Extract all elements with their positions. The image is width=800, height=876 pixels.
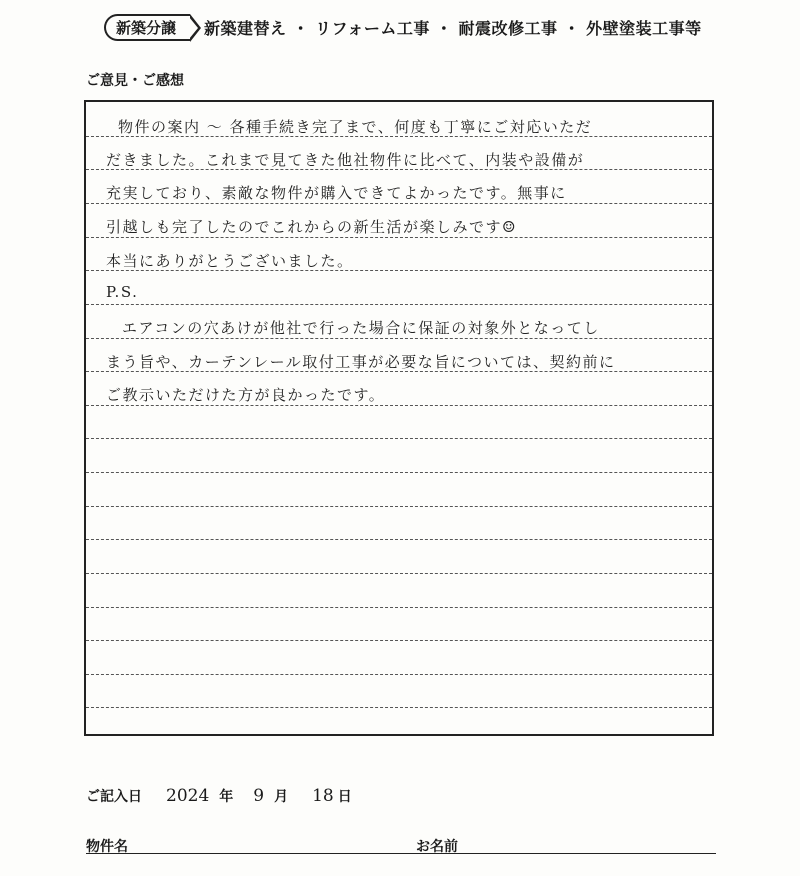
entry-year: 2024 — [166, 786, 210, 806]
ruled-line — [86, 237, 712, 238]
ruled-line — [86, 640, 712, 641]
entry-date-label: ご記入日 — [86, 789, 142, 805]
handwritten-line: ご教示いただけた方が良かったです。 — [106, 386, 386, 404]
entry-month: 9 — [253, 786, 265, 806]
category-badge: 新築分譲 — [104, 14, 190, 41]
ruled-line — [86, 472, 712, 473]
handwritten-line: 充実しており、素敵な物件が購入できてよかったです。無事に — [106, 184, 567, 202]
ruled-line — [86, 304, 712, 305]
ruled-line — [86, 607, 712, 608]
services-list: 新築建替え ・ リフォーム工事 ・ 耐震改修工事 ・ 外壁塗装工事等 — [204, 18, 702, 38]
ruled-line — [86, 438, 712, 439]
handwritten-line: 本当にありがとうございました。 — [106, 252, 354, 270]
handwritten-line: まう旨や、カーテンレール取付工事が必要な旨については、契約前に — [106, 353, 616, 371]
handwritten-line: エアコンの穴あけが他社で行った場合に保証の対象外となってし — [122, 319, 600, 337]
month-unit: 月 — [274, 789, 289, 805]
ruled-line — [86, 539, 712, 540]
property-name-label: 物件名 — [86, 839, 128, 855]
handwritten-line: 物件の案内 ～ 各種手続き完了まで、何度も丁寧にご対応いただ — [118, 118, 593, 136]
entry-day: 18 — [312, 786, 334, 806]
handwritten-line: 引越しも完了したのでこれからの新生活が楽しみです☺ — [106, 218, 517, 236]
ruled-line — [86, 506, 712, 507]
ruled-line — [86, 338, 712, 339]
entry-date-row — [86, 786, 352, 806]
ruled-line — [86, 674, 712, 675]
feedback-label: ご意見・ご感想 — [86, 73, 184, 89]
ruled-line — [86, 573, 712, 574]
year-unit: 年 — [219, 789, 234, 805]
day-unit: 日 — [337, 789, 352, 805]
ruled-line — [86, 203, 712, 204]
customer-name-label: お名前 — [416, 839, 458, 855]
handwritten-line: だきました。これまで見てきた他社物件に比べて、内装や設備が — [106, 151, 585, 169]
feedback-box — [84, 100, 714, 736]
header — [104, 12, 702, 42]
handwritten-line: P.S. — [106, 283, 139, 301]
ruled-line — [86, 707, 712, 708]
signature-line — [86, 853, 716, 854]
ruled-line — [86, 405, 712, 406]
